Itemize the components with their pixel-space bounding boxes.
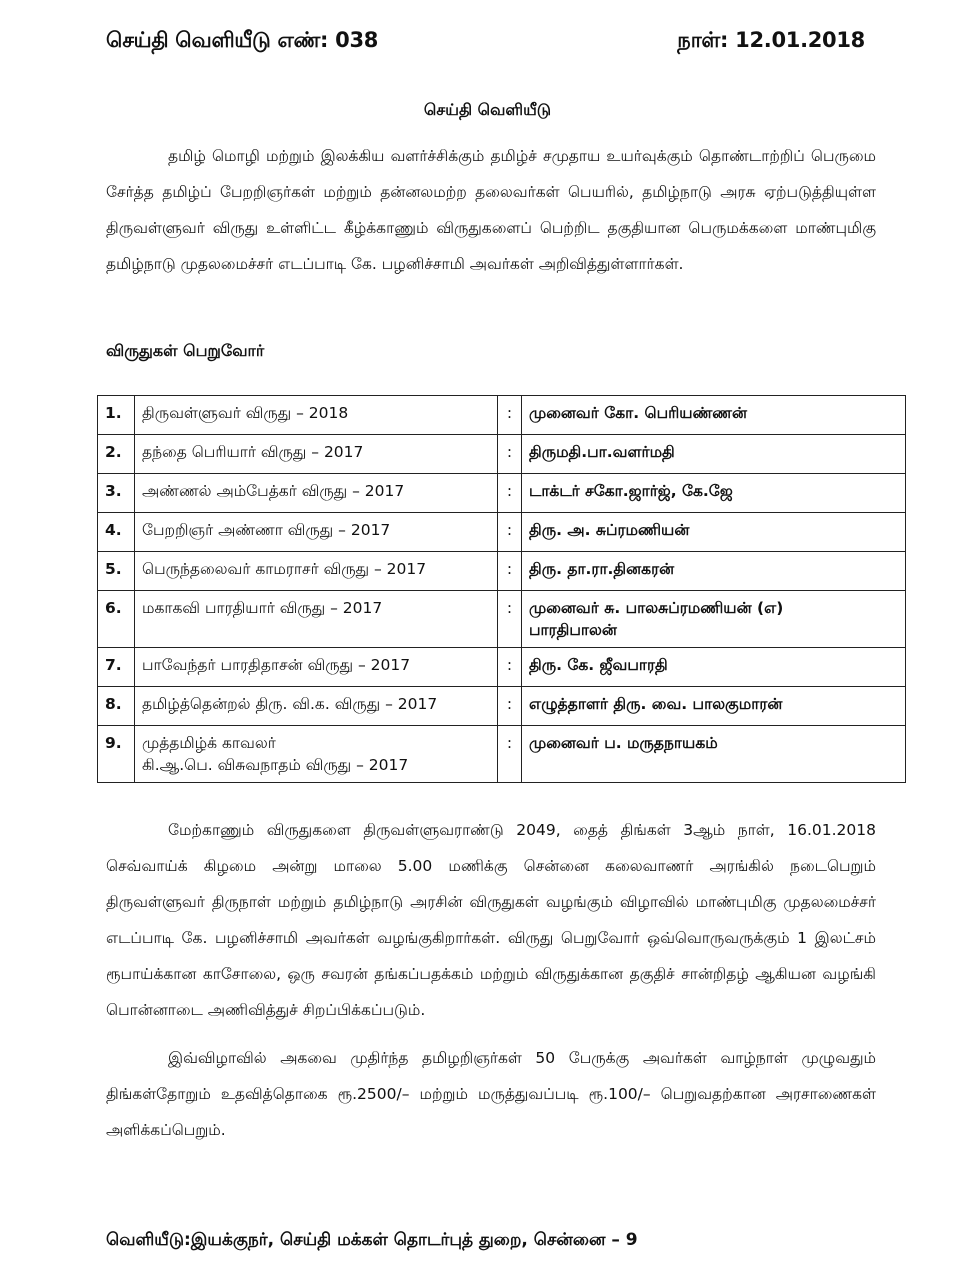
table-row	[98, 513, 906, 552]
table-row	[98, 396, 906, 435]
section-heading: விருதுகள் பெறுவோர்	[106, 341, 265, 360]
award-name-line1: முத்தமிழ்க் காவலர்	[142, 734, 276, 752]
release-date: நாள்: 12.01.2018	[677, 28, 865, 52]
separator: :	[498, 591, 522, 648]
table-row	[98, 552, 906, 591]
grant-paragraph	[106, 1040, 876, 1148]
row-number: 2.	[98, 435, 135, 474]
separator: :	[498, 648, 522, 687]
award-name: மகாகவி பாரதியார் விருது – 2017	[135, 591, 498, 648]
recipient-name: திரு. தா.ரா.தினகரன்	[522, 552, 906, 591]
issuer-footer: வெளியீடு:இயக்குநர், செய்தி மக்கள் தொடர்புத் துறை, சென்னை – 9	[106, 1230, 638, 1250]
row-number: 1.	[98, 396, 135, 435]
separator: :	[498, 552, 522, 591]
row-number: 9.	[98, 726, 135, 783]
release-number: செய்தி வெளியீடு எண்: 038	[106, 28, 379, 52]
award-name: பேறறிஞர் அண்ணா விருது – 2017	[135, 513, 498, 552]
award-name: பெருந்தலைவர் காமராசர் விருது – 2017	[135, 552, 498, 591]
recipient-name: திரு. அ. சுப்ரமணியன்	[522, 513, 906, 552]
separator: :	[498, 396, 522, 435]
row-number: 5.	[98, 552, 135, 591]
intro-paragraph-text: தமிழ் மொழி மற்றும் இலக்கிய வளர்ச்சிக்கும் தமிழ்ச் சமுதாய உயர்வுக்கும் தொண்டாற்றிப் பெருமை சேர்த்த தமிழ்ப் பேறறிஞர்கள் மற்றும் தன்னலமற்ற தலைவர்கள் பெயரில், தமிழ்நாடு அரசு ஏற்படுத்தியுள்ள திருவள்ளுவர் விருது உள்ளிட்ட கீழ்க்காணும் விருதுகளைப் பெற்றிட தகுதியான பெருமக்களை மாண்புமிகு தமிழ்நாடு முதலமைச்சர் எடப்பாடி கே. பழனிச்சாமி அவர்கள் அறிவித்துள்ளார்கள்.	[106, 147, 876, 273]
table-row	[98, 648, 906, 687]
separator: :	[498, 435, 522, 474]
recipient-name: டாக்டர் சகோ.ஜார்ஜ், கே.ஜே	[522, 474, 906, 513]
ceremony-paragraph	[106, 812, 876, 1028]
recipient-name: திரு. கே. ஜீவபாரதி	[522, 648, 906, 687]
recipient-name-line2: பாரதிபாலன்	[529, 621, 617, 639]
grant-paragraph-text: இவ்விழாவில் அகவை முதிர்ந்த தமிழறிஞர்கள் 50 பேருக்கு அவர்கள் வாழ்நாள் முழுவதும் திங்கள்தோறும் உதவித்தொகை ரூ.2500/– மற்றும் மருத்துவப்படி ரூ.100/– பெறுவதற்கான அரசாணைகள் அளிக்கப்பெறும்.	[106, 1049, 876, 1139]
award-name	[135, 726, 498, 783]
separator: :	[498, 513, 522, 552]
row-number: 4.	[98, 513, 135, 552]
award-name-line2: கி.ஆ.பெ. விசுவநாதம் விருது – 2017	[142, 756, 409, 774]
recipient-name: முனைவர் ப. மருதநாயகம்	[522, 726, 906, 783]
award-name: திருவள்ளுவர் விருது – 2018	[135, 396, 498, 435]
award-name: அண்ணல் அம்பேத்கர் விருது – 2017	[135, 474, 498, 513]
award-name: பாவேந்தர் பாரதிதாசன் விருது – 2017	[135, 648, 498, 687]
award-name: தந்தை பெரியார் விருது – 2017	[135, 435, 498, 474]
award-name: தமிழ்த்தென்றல் திரு. வி.க. விருது – 2017	[135, 687, 498, 726]
separator: :	[498, 474, 522, 513]
table-row	[98, 687, 906, 726]
table-row	[98, 591, 906, 648]
recipient-name: திருமதி.பா.வளர்மதி	[522, 435, 906, 474]
document-title: செய்தி வெளியீடு	[423, 100, 552, 119]
table-row	[98, 435, 906, 474]
recipient-name: முனைவர் கோ. பெரியண்ணன்	[522, 396, 906, 435]
separator: :	[498, 687, 522, 726]
recipient-name: எழுத்தாளர் திரு. வை. பாலகுமாரன்	[522, 687, 906, 726]
ceremony-paragraph-text: மேற்காணும் விருதுகளை திருவள்ளுவராண்டு 2049, தைத் திங்கள் 3ஆம் நாள், 16.01.2018 செவ்வாய்க் கிழமை அன்று மாலை 5.00 மணிக்கு சென்னை கலைவாணர் அரங்கில் நடைபெறும் திருவள்ளுவர் திருநாள் மற்றும் தமிழ்நாடு அரசின் விருதுகள் வழங்கும் விழாவில் மாண்புமிகு முதலமைச்சர் எடப்பாடி கே. பழனிச்சாமி அவர்கள் வழங்குகிறார்கள். விருது பெறுவோர் ஒவ்வொருவருக்கும் 1 இலட்சம் ரூபாய்க்கான காசோலை, ஒரு சவரன் தங்கப்பதக்கம் மற்றும் விருதுக்கான தகுதிச் சான்றிதழ் ஆகியன வழங்கி பொன்னாடை அணிவித்துச் சிறப்பிக்கப்படும்.	[106, 821, 876, 1019]
separator: :	[498, 726, 522, 783]
recipient-name	[522, 591, 906, 648]
recipient-name-line1: முனைவர் சு. பாலசுப்ரமணியன் (எ)	[529, 599, 784, 617]
row-number: 6.	[98, 591, 135, 648]
row-number: 7.	[98, 648, 135, 687]
intro-paragraph	[106, 138, 876, 282]
row-number: 3.	[98, 474, 135, 513]
row-number: 8.	[98, 687, 135, 726]
table-row	[98, 474, 906, 513]
awards-table	[97, 395, 906, 783]
table-row	[98, 726, 906, 783]
